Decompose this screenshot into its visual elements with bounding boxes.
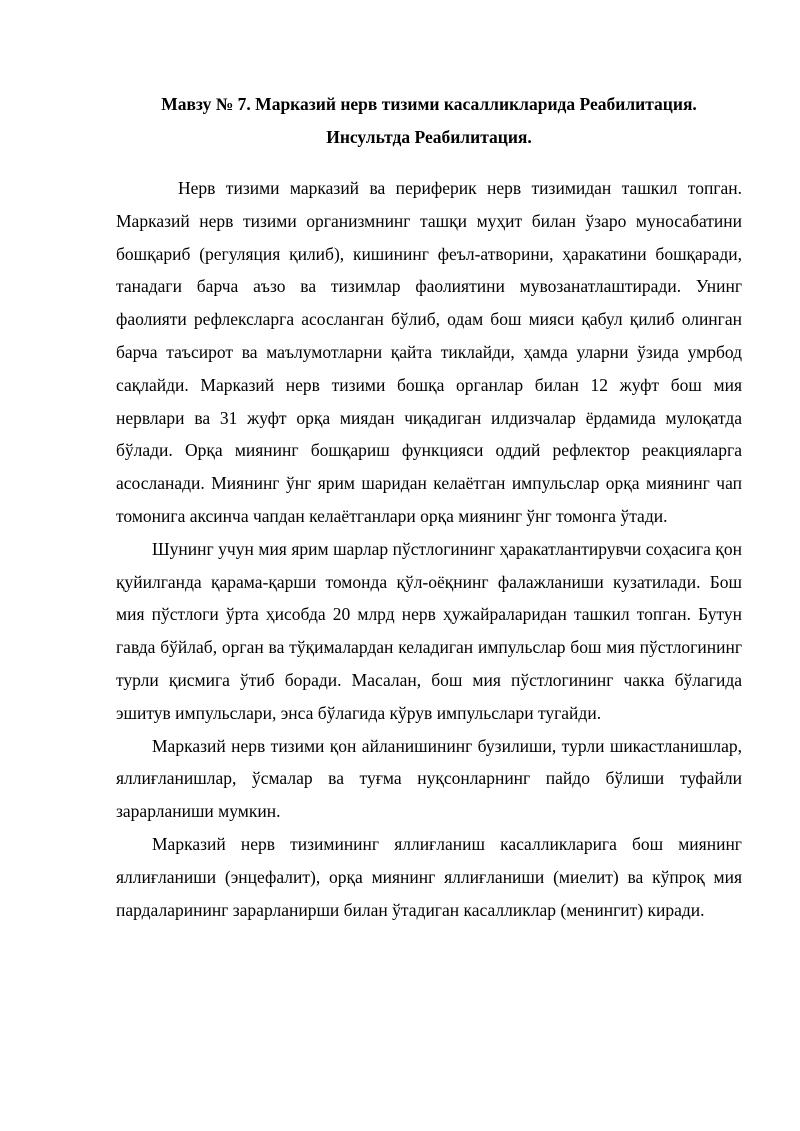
paragraph-2: Шунинг учун мия ярим шарлар пўстлогининг ҳаракатлантирувчи соҳасига қон қуйилганда қарама-қарши томонда қўл-оёқнинг фалажланиши кузатилади. Бош мия пўстлоги ўрта ҳисобда 20 млрд нерв ҳужайраларидан ташкил топган. Бутун гавда бўйлаб, орган ва тўқималардан келадиган импульслар бош мия пўстлогининг турли қисмига ўтиб боради. Масалан, бош мия пўстлогининг чакка бўлагида эшитув импульслари, энса бўлагида кўрув импульслари тугайди. <box>116 538 742 723</box>
paragraph-1: Нерв тизими марказий ва периферик нерв тизимидан ташкил топган. Марказий нерв тизими организмнинг ташқи муҳит билан ўзаро муносабатини бошқариб (регуляция қилиб), кишининг феъл-атворини, ҳаракатини бошқаради, танадаги барча аъзо ва тизимлар фаолиятини мувозанатлаштиради. Унинг фаолияти рефлексларга асосланган бўлиб, одам бош мияси қабул қилиб олинган барча таъсирот ва маълумотларни қайта тиклайди, ҳамда уларни ўзида умрбод сақлайди. Марказий нерв тизими бошқа органлар билан 12 жуфт бош мия нервлари ва 31 жуфт орқа миядан чиқадиган илдизчалар ёрдамида мулоқатда бўлади. Орқа миянинг бошқариш функцияси оддий рефлектор реакцияларга асосланади. Миянинг ўнг ярим шаридан келаётган импульслар орқа миянинг чап томонига аксинча чапдан келаётганлари орқа миянинг ўнг томонга ўтади. <box>116 178 742 526</box>
document-title <box>116 88 742 154</box>
document-body <box>116 172 742 926</box>
title-line-2: Инсультда Реабилитация. <box>326 127 532 147</box>
paragraph-3: Марказий нерв тизими қон айланишининг бузилиши, турли шикастланишлар, яллиғланишлар, ўсмалар ва туғма нуқсонларнинг пайдо бўлиши туфайли зарарланиши мумкин. <box>116 735 742 822</box>
paragraph-4: Марказий нерв тизимининг яллиғланиш касалликларига бош миянинг яллиғланиши (энцефалит), орқа миянинг яллиғланиши (миелит) ва кўпроқ мия пардаларининг зарарланирши билан ўтадиган касалликлар (менингит) киради. <box>116 833 742 920</box>
document-page <box>116 88 742 926</box>
title-line-1: Мавзу № 7. Марказий нерв тизими касалликларида Реабилитация. <box>161 94 697 114</box>
